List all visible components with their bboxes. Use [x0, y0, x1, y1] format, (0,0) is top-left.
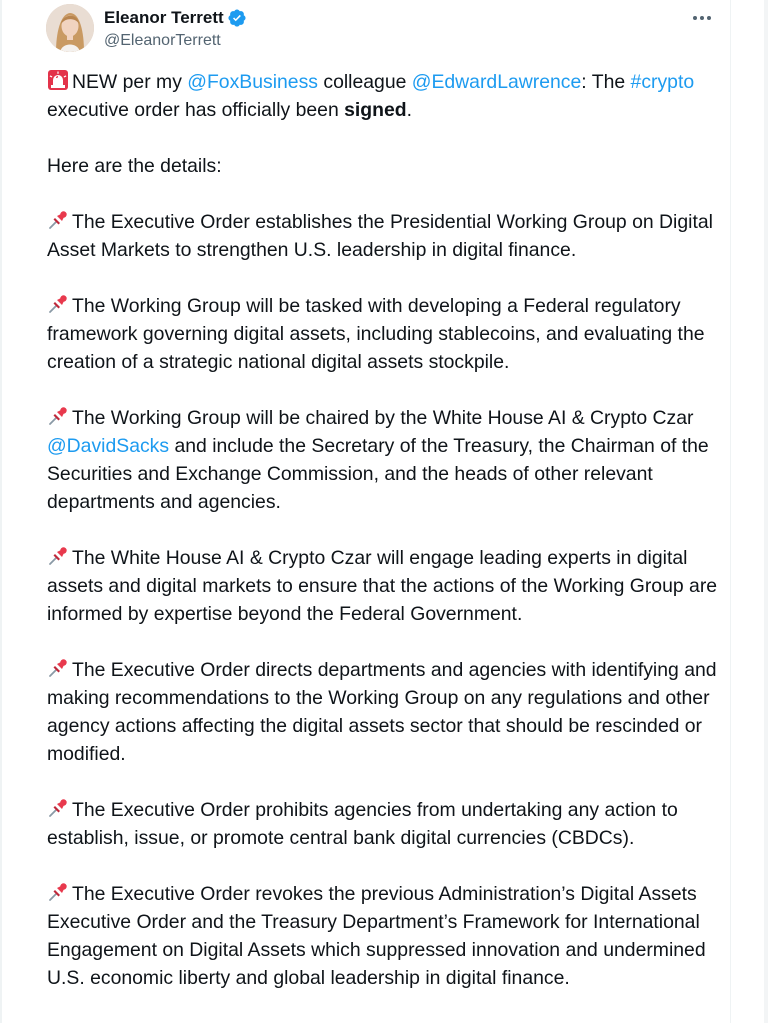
bullet-text: The Working Group will be chaired by the White House AI & Crypto Czar	[72, 407, 694, 429]
bullet-text: The White House AI & Crypto Czar will engage leading experts in digital assets and digital markets to ensure that the actions of the Working Group are informed by expertise beyond the Federal Government.	[47, 547, 718, 625]
mention-davidsacks[interactable]: @DavidSacks	[47, 435, 170, 457]
hashtag-crypto[interactable]: #crypto	[630, 71, 695, 93]
pushpin-icon	[47, 881, 70, 903]
details-heading: Here are the details:	[47, 155, 222, 177]
author-name[interactable]: Eleanor Terrett	[104, 8, 224, 27]
intro-text-2: colleague	[317, 71, 412, 93]
bullet-text-after: and include the Secretary of the Treasury, the Chairman of the Securities and Exchange Commission, and the heads of other relevant departments and agencies.	[47, 435, 709, 513]
pushpin-icon	[47, 293, 70, 315]
bullet-text: The Executive Order establishes the Presidential Working Group on Digital Asset Markets to strengthen U.S. leadership in digital finance.	[47, 211, 713, 261]
avatar-photo	[46, 4, 94, 52]
left-border	[0, 0, 2, 1023]
more-horizontal-icon	[693, 16, 697, 20]
pushpin-icon	[47, 209, 70, 231]
bullet-item	[47, 292, 727, 376]
rotating-light-icon	[47, 69, 70, 91]
bullet-item	[47, 796, 727, 852]
tweet-intro	[47, 68, 727, 124]
bullet-text: The Executive Order prohibits agencies from undertaking any action to establish, issue, or promote central bank digital currencies (CBDCs).	[47, 799, 678, 849]
intro-bold-signed: signed	[344, 99, 407, 121]
intro-text-5: .	[406, 99, 413, 121]
bullet-item	[47, 544, 727, 628]
intro-text-3: : The	[581, 71, 631, 93]
intro-text-1: NEW per my	[72, 71, 188, 93]
intro-text-4: executive order has officially been	[47, 99, 345, 121]
verified-badge-icon	[227, 8, 247, 28]
bullet-item	[47, 656, 727, 768]
bullet-item	[47, 404, 727, 516]
mention-foxbusiness[interactable]: @FoxBusiness	[187, 71, 318, 93]
pushpin-icon	[47, 405, 70, 427]
bullet-item	[47, 880, 727, 992]
pushpin-icon	[47, 545, 70, 567]
more-options-button[interactable]	[688, 8, 716, 28]
bullet-item	[47, 208, 727, 264]
pushpin-icon	[47, 657, 70, 679]
bullet-text: The Working Group will be tasked with developing a Federal regulatory framework governing digital assets, including stablecoins, and evaluating the creation of a strategic national digital assets stockpile.	[47, 295, 705, 373]
avatar[interactable]	[46, 4, 94, 52]
bullet-text: The Executive Order directs departments and agencies with identifying and making recommendations to the Working Group on any regulations and other agency actions affecting the digital assets sector that should be rescinded or modified.	[47, 659, 717, 765]
bullet-text: The Executive Order revokes the previous Administration’s Digital Assets Executive Order and the Treasury Department’s Framework for International Engagement on Digital Assets which suppressed innovation and undermined U.S. economic liberty and global leadership in digital finance.	[47, 883, 706, 989]
mention-edwardlawrence[interactable]: @EdwardLawrence	[411, 71, 582, 93]
scroll-gutter	[764, 0, 768, 1023]
author-handle[interactable]: @EleanorTerrett	[104, 32, 221, 49]
pushpin-icon	[47, 797, 70, 819]
tweet-text	[47, 68, 727, 992]
tweet-header	[46, 4, 716, 54]
right-border	[730, 0, 731, 1023]
